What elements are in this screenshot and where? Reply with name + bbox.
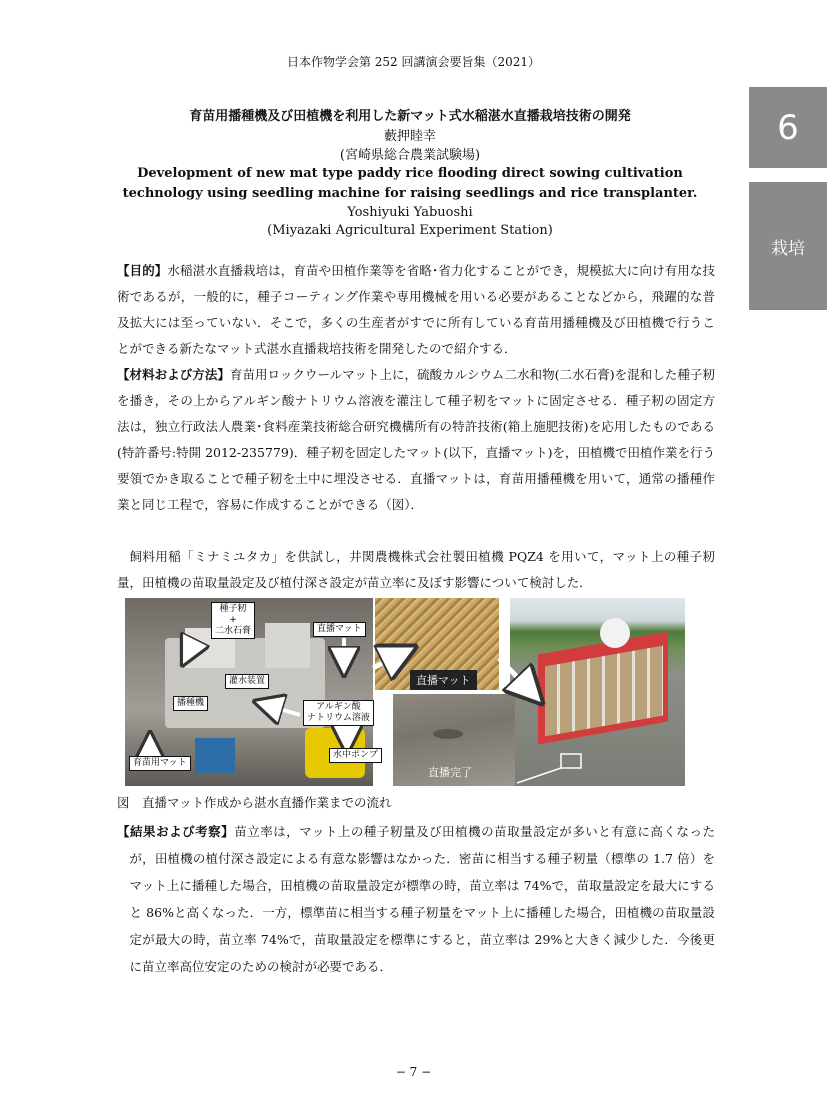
- section-number-tab: 6: [749, 87, 827, 168]
- author-ja: 藪押睦幸: [383, 129, 436, 144]
- results-section: [117, 818, 715, 980]
- methods-paragraph: [117, 362, 715, 518]
- figure-caption: 図 直播マット作成から湛水直播作業までの流れ: [117, 795, 392, 810]
- section-category-tab: 栽培: [749, 182, 827, 310]
- affiliation-ja: (宮崎県総合農業試験場): [339, 148, 481, 163]
- methods-text: 育苗用ロックウールマット上に，硫酸カルシウム二水和物(二水石膏)を混和した種子籾を播き，その上からアルギン酸ナトリウム溶液を灌注して種子籾をマットに固定させる．種子籾の固定方法は，独立行政法人農業･食料産業技術総合研究機構所有の特許技術(箱上施肥技術)を応用したものである(特許番号:特開 2012-235779)．種子籾を固定したマット(以下，直播マット)を，田植機で田植作業を行う要領でかき取ることで種子籾を土中に埋没させる．直播マットは，育苗用播種機を用いて，通常の播種作業と同じ工程で，容易に作成することができる（図）．: [117, 367, 715, 512]
- label-pump: 水中ポンプ: [329, 748, 382, 763]
- results-label: 【結果および考察】: [117, 824, 235, 839]
- author-en: Yoshiyuki Yabuoshi: [347, 205, 473, 220]
- title-ja: 育苗用播種機及び田植機を利用した新マット式水稲湛水直播栽培技術の開発: [189, 109, 631, 124]
- running-header: 日本作物学会第 252 回講演会要旨集（2021）: [286, 55, 541, 69]
- label-irrigation: 灌水装置: [225, 674, 269, 689]
- label-sowing-done: 直播完了: [428, 766, 472, 779]
- label-seed: 種子籾 + 二水石膏: [211, 602, 255, 639]
- results-text: 苗立率は，マット上の種子籾量及び田植機の苗取量設定が多いと有意に高くなったが，田植機の植付深さ設定による有意な影響はなかった．密苗に相当する種子籾量（標準の 1.7 倍）をマット上に播種した場合，田植機の苗取量設定が標準の時，苗立率は 74%で，苗取量設定を最大にすると 86%と高くなった．一方，標準苗に相当する種子籾量をマット上に播種した場合，田植機の苗取量設定が最大の時，苗立率 74%で，苗取量設定を標準にすると，苗立率は 29%と大きく減少した．今後更に苗立率高位安定のための検討が必要である．: [129, 824, 715, 974]
- label-seeder: 播種機: [173, 696, 208, 711]
- flow-arrows: [125, 598, 685, 786]
- affiliation-en: (Miyazaki Agricultural Experiment Station): [267, 223, 553, 238]
- label-mat-photo: 直播マット: [410, 670, 477, 690]
- title-en: Development of new mat type paddy rice flooding direct sowing cultivation technology using seedling machine for raising seedlings and rice transplanter.: [122, 166, 698, 201]
- purpose-text: 水稲湛水直播栽培は，育苗や田植作業等を省略･省力化することができ，規模拡大に向け有用な技術であるが，一般的に，種子コーティング作業や専用機械を用いる必要があることなどから，飛躍的な普及拡大には至っていない．そこで，多くの生産者がすでに所有している育苗用播種機及び田植機で行うことができる新たなマット式湛水直播栽培技術を開発したので紹介する．: [117, 263, 715, 356]
- label-alginate: アルギン酸 ナトリウム溶液: [303, 700, 374, 726]
- page-number: − 7 −: [395, 1065, 432, 1079]
- label-nursery-mat: 育苗用マット: [129, 756, 191, 771]
- methods-label: 【材料および方法】: [117, 367, 230, 382]
- label-direct-mat: 直播マット: [313, 622, 366, 637]
- body-section-1: [117, 258, 715, 518]
- methods-paragraph-2: 飼料用稲「ミナミユタカ」を供試し，井関農機株式会社製田植機 PQZ4 を用いて，マット上の種子籾量，田植機の苗取量設定及び植付深さ設定が苗立率に及ぼす影響について検討した．: [117, 549, 715, 590]
- figure: [125, 598, 685, 786]
- purpose-label: 【目的】: [117, 263, 168, 278]
- results-paragraph: [117, 818, 715, 980]
- purpose-paragraph: [117, 258, 715, 362]
- body-section-2: [117, 544, 715, 596]
